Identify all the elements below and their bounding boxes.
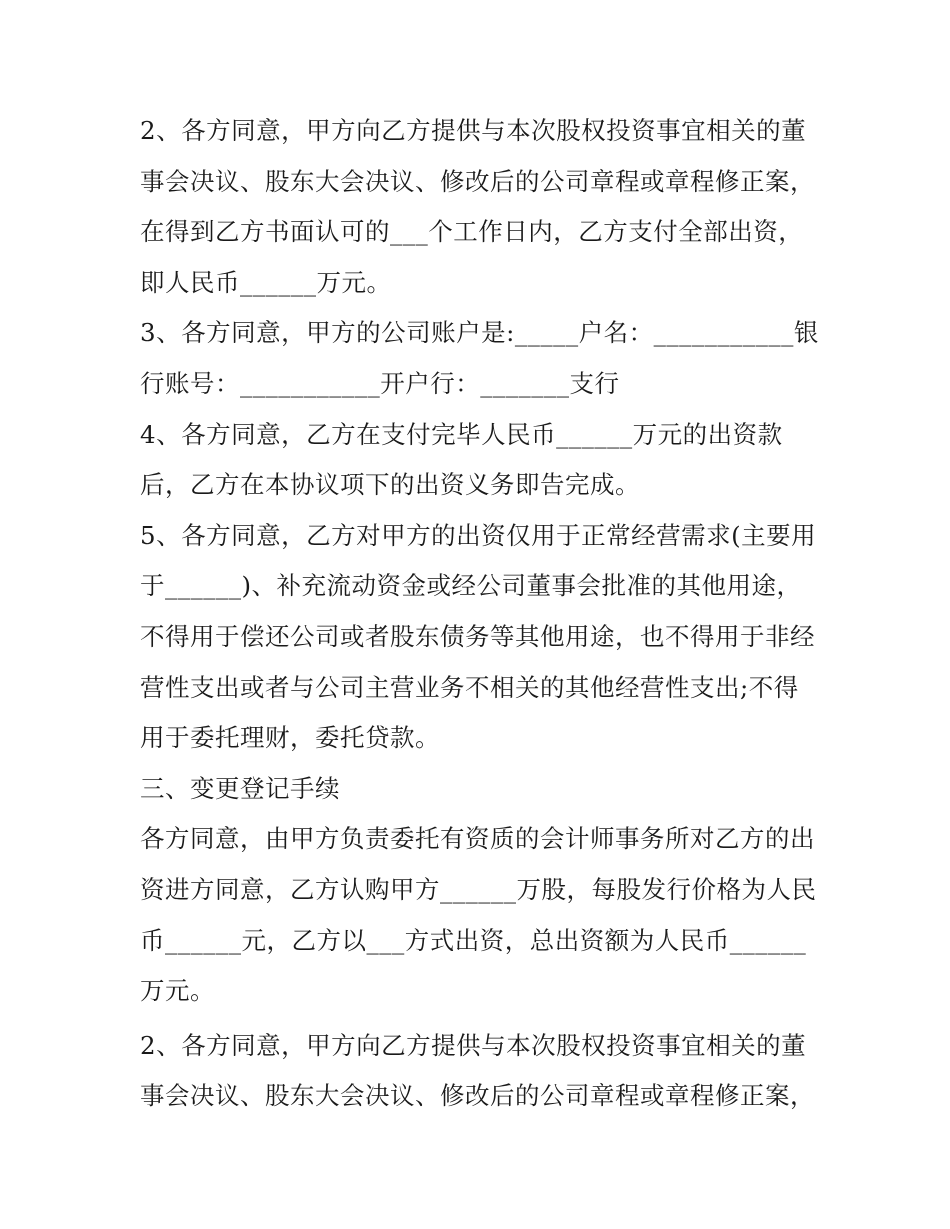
text-line: 营性支出或者与公司主营业务不相关的其他经营性支出;不得: [140, 672, 799, 702]
text-line: 行账号：___________开户行：_______支行: [140, 368, 620, 398]
text-line: 币______元，乙方以___方式出资，总出资额为人民币______: [140, 925, 807, 955]
text-line: 不得用于偿还公司或者股东债务等其他用途，也不得用于非经: [140, 621, 815, 651]
section-heading: 三、变更登记手续: [140, 773, 340, 803]
text-line: 2、各方同意，甲方向乙方提供与本次股权投资事宜相关的董: [140, 1030, 807, 1060]
text-line: 用于委托理财，委托贷款。: [140, 723, 440, 753]
text-line: 即人民币______万元。: [140, 267, 392, 297]
text-line: 万元。: [140, 976, 215, 1006]
text-line: 事会决议、股东大会决议、修改后的公司章程或章程修正案，: [140, 166, 815, 196]
text-line: 在得到乙方书面认可的___个工作日内，乙方支付全部出资，: [140, 217, 804, 247]
text-line: 后，乙方在本协议项下的出资义务即告完成。: [140, 470, 640, 500]
text-line: 4、各方同意，乙方在支付完毕人民币______万元的出资款: [140, 419, 783, 449]
text-line: 2、各方同意，甲方向乙方提供与本次股权投资事宜相关的董: [140, 116, 807, 145]
document-body: [140, 106, 820, 1122]
text-line: 3、各方同意，甲方的公司账户是:_____户名：___________银: [140, 318, 819, 348]
text-line: 资进方同意，乙方认购甲方______万股，每股发行价格为人民: [140, 874, 817, 904]
text-line: 5、各方同意，乙方对甲方的出资仅用于正常经营需求(主要用: [140, 520, 817, 550]
text-line: 事会决议、股东大会决议、修改后的公司章程或章程修正案，: [140, 1081, 815, 1111]
text-line: 各方同意，由甲方负责委托有资质的会计师事务所对乙方的出: [140, 824, 815, 854]
text-line: 于______)、补充流动资金或经公司董事会批准的其他用途，: [140, 571, 802, 601]
